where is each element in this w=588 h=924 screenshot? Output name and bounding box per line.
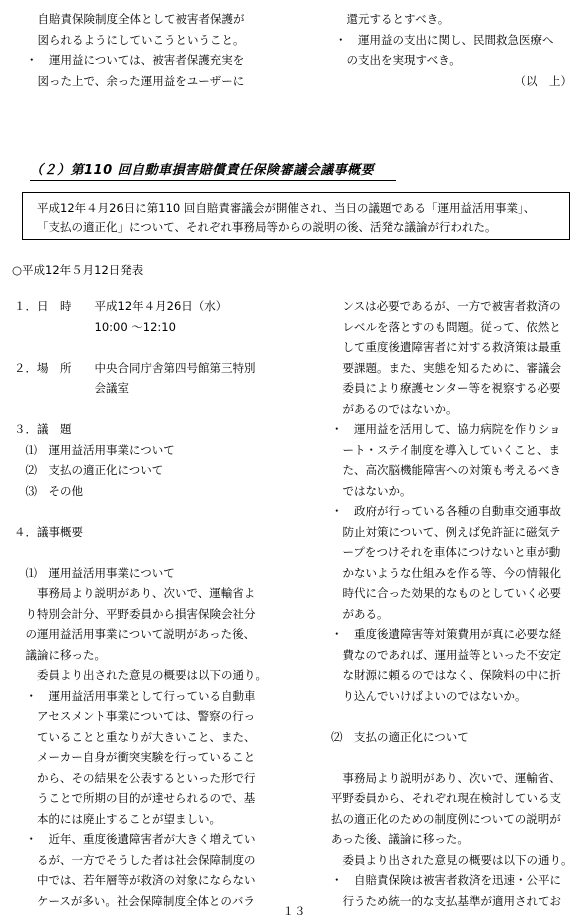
text-line: ・ 運用益の支出に関し、民間救急医療へ — [335, 32, 554, 47]
text-line: 委員より出された意見の概要は以下の通り。 — [14, 668, 267, 682]
text-line: 要課題。また、実態を知るために、審議会 — [331, 360, 561, 375]
text-line: あった後、議論に移った。 — [331, 832, 469, 846]
text-line — [331, 706, 581, 727]
text-line: ・ 重度後遺障害等対策費用が真に必要な経 — [331, 627, 561, 641]
text-line: ・ 近年、重度後遺障害者が大きく増えてい — [14, 832, 256, 846]
text-line: して重度後遺障害者に対する救済策は最重 — [331, 340, 561, 354]
right-column — [331, 296, 581, 911]
page-number: １３ — [282, 904, 306, 918]
text-line: があるのではないか。 — [331, 401, 458, 416]
text-line: ⑵ 支払の適正化について — [14, 463, 164, 477]
text-line: ート・ステイ制度を導入していくこと、ま — [331, 442, 560, 457]
text-line: ケースが多い。社会保障制度全体とのバラ — [14, 893, 255, 908]
text-line: がある。 — [331, 606, 389, 621]
announce-date: ○平成12年５月12日発表 — [12, 263, 144, 277]
text-line — [14, 399, 314, 420]
text-line: の支出を実現すべき。 — [335, 53, 461, 67]
text-line: から、その結果を公表するといった形で行 — [14, 770, 256, 785]
text-line: ていることと重なりが大きいこと、また、 — [14, 729, 256, 744]
section-title: （２）第110 回自動車損害賠償責任保険審議会議事概要 — [30, 163, 375, 178]
text-line: た、高次脳機能障害への対策も考えるべき — [331, 463, 561, 477]
top-right-text — [335, 9, 572, 91]
text-line: 平野委員から、それぞれ現在検討している支 — [331, 791, 561, 805]
text-line: 時代に合った効果的なものとしていく必要 — [331, 586, 561, 600]
text-line — [14, 337, 314, 358]
text-line: な財源に頼るのではなく、保険料の中に折 — [331, 668, 561, 682]
text-line: メーカー自身が衝突実験を行っていること — [14, 750, 256, 764]
text-line — [331, 747, 581, 768]
text-line: ンスは必要であるが、一方で被害者救済の — [331, 299, 561, 313]
text-line: ・ 政府が行っている各種の自動車交通事故 — [331, 504, 561, 518]
text-line: ープをつけそれを車体につけないと車が動 — [331, 545, 561, 559]
text-line: うことで所期の目的が達せられるので、基 — [14, 791, 256, 805]
text-line: ⑶ その他 — [14, 483, 83, 498]
summary-box — [22, 192, 570, 240]
text-line: ３．議 題 — [14, 422, 72, 436]
text-line — [14, 542, 314, 563]
text-line — [14, 501, 314, 522]
text-line: ⑴ 運用益活用事業について — [14, 565, 175, 580]
text-line: ・ 運用益を活用して、協力病院を作りショ — [331, 422, 561, 436]
title-underline — [30, 180, 396, 181]
text-line: レベルを落とすのも問題。従って、依然と — [331, 319, 561, 334]
text-line: 中では、若年層等が救済の対象にならない — [14, 873, 256, 887]
text-line: ・ 運用益活用事業として行っている自動車 — [14, 688, 256, 703]
text-line: の運用益活用事業について説明があった後、 — [14, 627, 256, 641]
text-line: 払の適正化のための制度例についての説明が — [331, 811, 561, 826]
text-line: 議論に移った。 — [14, 647, 106, 662]
text-line: 図られるようにしていこうということ。 — [26, 32, 245, 47]
closing-mark: （以 上） — [514, 73, 572, 88]
text-line: るが、一方でそうした者は社会保障制度の — [14, 852, 256, 867]
text-line: 防止対策について、例えば免許証に磁気テ — [331, 524, 561, 539]
left-column — [14, 296, 314, 911]
text-line: ⑴ 運用益活用事業について — [14, 442, 175, 457]
text-line: 行うため統一的な支払基準が適用されてお — [331, 893, 561, 908]
text-line: 会議室 — [14, 381, 129, 395]
summary-line: 「支払の適正化」について、それぞれ事務局等からの説明の後、活発な議論が行われた。 — [37, 220, 497, 234]
text-line: 委員により療護センター等を視察する必要 — [331, 381, 561, 395]
text-line: 自賠責保険制度全体として被害者保護が — [26, 12, 245, 26]
top-left-text — [26, 9, 296, 91]
text-line: アセスメント事業については、警察の行っ — [14, 709, 256, 723]
text-line: り込んでいけばよいのではないか。 — [331, 688, 527, 703]
text-line: ⑵ 支払の適正化について — [331, 729, 469, 744]
text-line: かないような仕組みを作る等、今の情報化 — [331, 565, 561, 580]
text-line: ・ 運用益については、被害者保護充実を — [26, 53, 245, 67]
text-line: り特別会計分、平野委員から損害保険会社分 — [14, 606, 256, 621]
text-line: 事務局より説明があり、次いで、運輸省、 — [331, 770, 561, 785]
text-line: 事務局より説明があり、次いで、運輸省よ — [14, 586, 256, 600]
text-line: ではないか。 — [331, 483, 412, 498]
text-line: 費なのであれば、運用益等といった不安定 — [331, 647, 561, 662]
summary-line: 平成12年４月26日に第110 回自賠責審議会が開催され、当日の議題である「運用益活用事業」、 — [37, 201, 536, 215]
text-line: 10:00 ～12:10 — [14, 319, 176, 334]
text-line: 委員より出された意見の概要は以下の通り。 — [331, 852, 573, 867]
text-line: 図った上で、余った運用益をユーザーに — [26, 73, 245, 88]
text-line: ・ 自賠責保険は被害者救済を迅速・公平に — [331, 873, 561, 887]
text-line: 本的には廃止することが望ましい。 — [14, 811, 221, 826]
text-line: ２．場 所 中央合同庁舎第四号館第三特別 — [14, 360, 256, 375]
text-line: ４．議事概要 — [14, 524, 83, 539]
text-line: 還元するとすべき。 — [335, 12, 450, 26]
text-line: １．日 時 平成12年４月26日（水） — [14, 299, 228, 313]
